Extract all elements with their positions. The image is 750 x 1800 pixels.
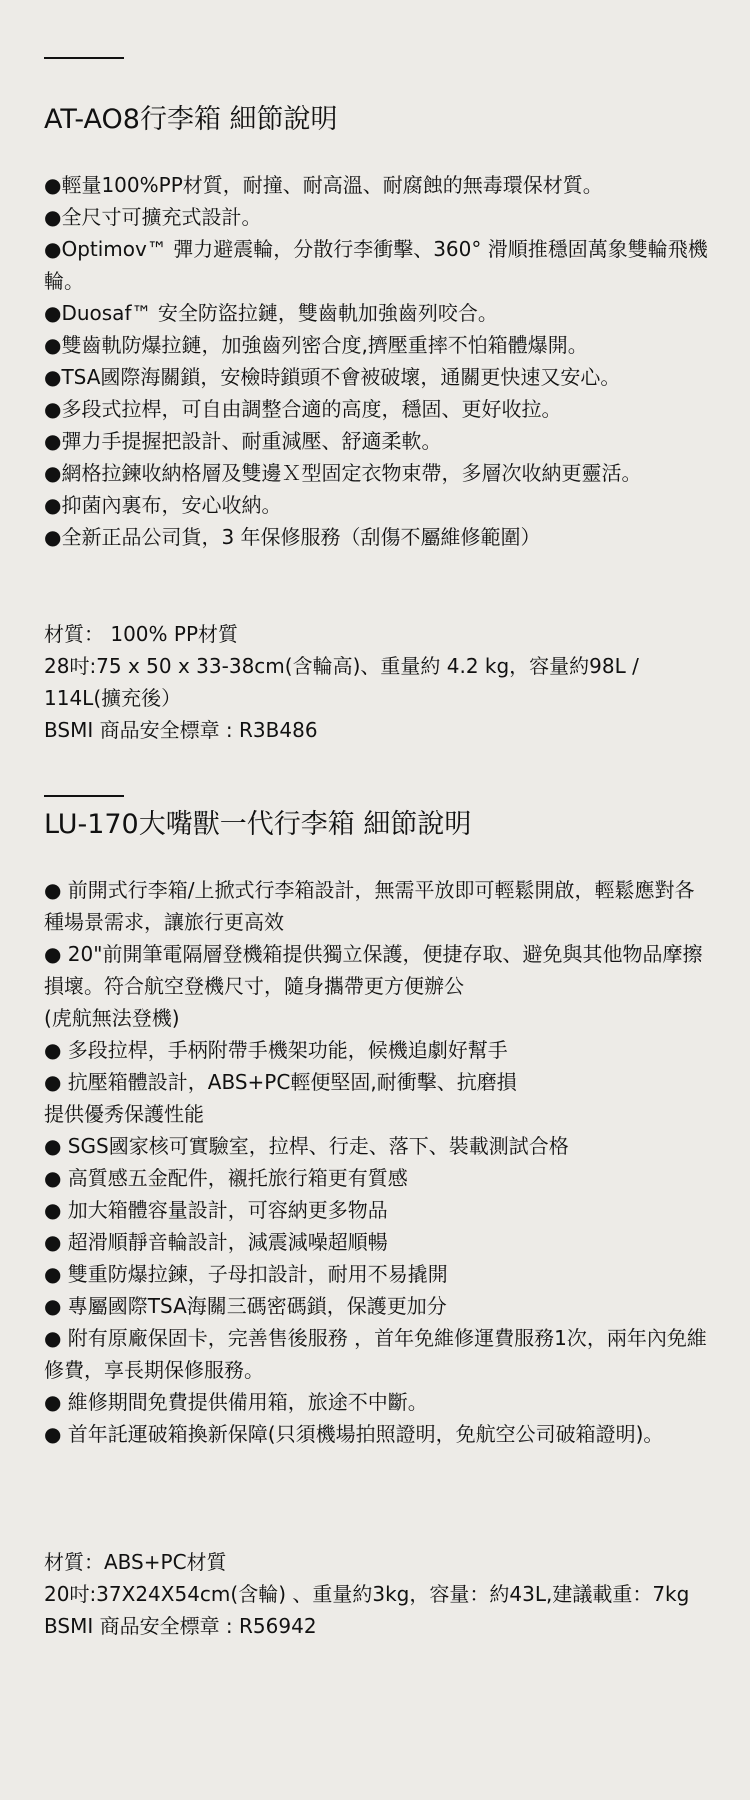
feature-item: ● 專屬國際TSA海關三碼密碼鎖，保護更加分 — [44, 1294, 447, 1318]
spec-certification: BSMI 商品安全標章 : R56942 — [44, 1614, 317, 1638]
feature-item: ● 抗壓箱體設計，ABS+PC輕便堅固,耐衝擊、抗磨損 — [44, 1070, 517, 1094]
feature-item: ●輕量100%PP材質，耐撞、耐高溫、耐腐蝕的無毒環保材質。 — [44, 173, 603, 197]
feature-item: ●多段式拉桿，可自由調整合適的高度，穩固、更好收拉。 — [44, 397, 562, 421]
spec-material: 材質： 100% PP材質 — [44, 622, 239, 646]
feature-item: ●全新正品公司貨，3 年保修服務（刮傷不屬維修範圍） — [44, 525, 541, 549]
feature-item: ●全尺寸可擴充式設計。 — [44, 205, 262, 229]
feature-item: ● 高質感五金配件，襯托旅行箱更有質感 — [44, 1166, 408, 1190]
feature-item: ●Optimov™ 彈力避震輪，分散行李衝擊、360° 滑順推穩固萬象雙輪飛機輪。 — [44, 237, 708, 293]
feature-list — [44, 874, 712, 1450]
feature-item: ● 多段拉桿，手柄附帶手機架功能，候機追劇好幫手 — [44, 1038, 508, 1062]
feature-item: ● 超滑順靜音輪設計，減震減噪超順暢 — [44, 1230, 388, 1254]
feature-item: ● 前開式行李箱/上掀式行李箱設計，無需平放即可輕鬆開啟，輕鬆應對各種場景需求，讓旅行更高效 — [44, 878, 695, 934]
spec-certification: BSMI 商品安全標章 : R3B486 — [44, 718, 318, 742]
feature-item: ● 維修期間免費提供備用箱，旅途不中斷。 — [44, 1390, 428, 1414]
feature-item: ●Duosaf™ 安全防盜拉鏈，雙齒軌加強齒列咬合。 — [44, 301, 498, 325]
feature-item: ●雙齒軌防爆拉鏈，加強齒列密合度,擠壓重摔不怕箱體爆開。 — [44, 333, 588, 357]
feature-item: ● SGS國家核可實驗室，拉桿、行走、落下、裝載測試合格 — [44, 1134, 569, 1158]
spec-dimensions: 20吋:37X24X54cm(含輪) 、重量約3kg，容量：約43L,建議載重：7kg — [44, 1582, 690, 1606]
feature-item: ●TSA國際海關鎖，安檢時鎖頭不會被破壞，通關更快速又安心。 — [44, 365, 621, 389]
section-title: LU-170大嘴獸一代行李箱 細節說明 — [44, 809, 472, 840]
spec-block — [44, 1546, 712, 1642]
spec-dimensions: 28吋:75 x 50 x 33-38cm(含輪高)、重量約 4.2 kg，容量約98L / 114L(擴充後） — [44, 654, 639, 710]
section-divider — [44, 57, 124, 59]
section-divider — [44, 795, 124, 797]
feature-item: ● 雙重防爆拉鍊，子母扣設計，耐用不易撬開 — [44, 1262, 448, 1286]
feature-item: (虎航無法登機) — [44, 1006, 180, 1030]
feature-item: ●彈力手提握把設計、耐重減壓、舒適柔軟。 — [44, 429, 442, 453]
feature-item: ● 附有原廠保固卡，完善售後服務 ，首年免維修運費服務1次，兩年內免維修費，享長期保修服務。 — [44, 1326, 707, 1382]
section-title: AT-AO8行李箱 細節說明 — [44, 104, 338, 135]
spec-material: 材質：ABS+PC材質 — [44, 1550, 227, 1574]
feature-item: ●抑菌內裏布，安心收納。 — [44, 493, 282, 517]
spec-block — [44, 618, 712, 746]
feature-item: ● 首年託運破箱換新保障(只須機場拍照證明，免航空公司破箱證明)。 — [44, 1422, 664, 1446]
feature-list — [44, 169, 712, 553]
feature-item: 提供優秀保護性能 — [44, 1102, 204, 1126]
feature-item: ● 加大箱體容量設計，可容納更多物品 — [44, 1198, 388, 1222]
feature-item: ● 20"前開筆電隔層登機箱提供獨立保護，便捷存取、避免與其他物品摩擦損壞。符合航空登機尺寸，隨身攜帶更方便辦公 — [44, 942, 703, 998]
feature-item: ●網格拉鍊收納格層及雙邊Ｘ型固定衣物束帶，多層次收納更靈活。 — [44, 461, 642, 485]
